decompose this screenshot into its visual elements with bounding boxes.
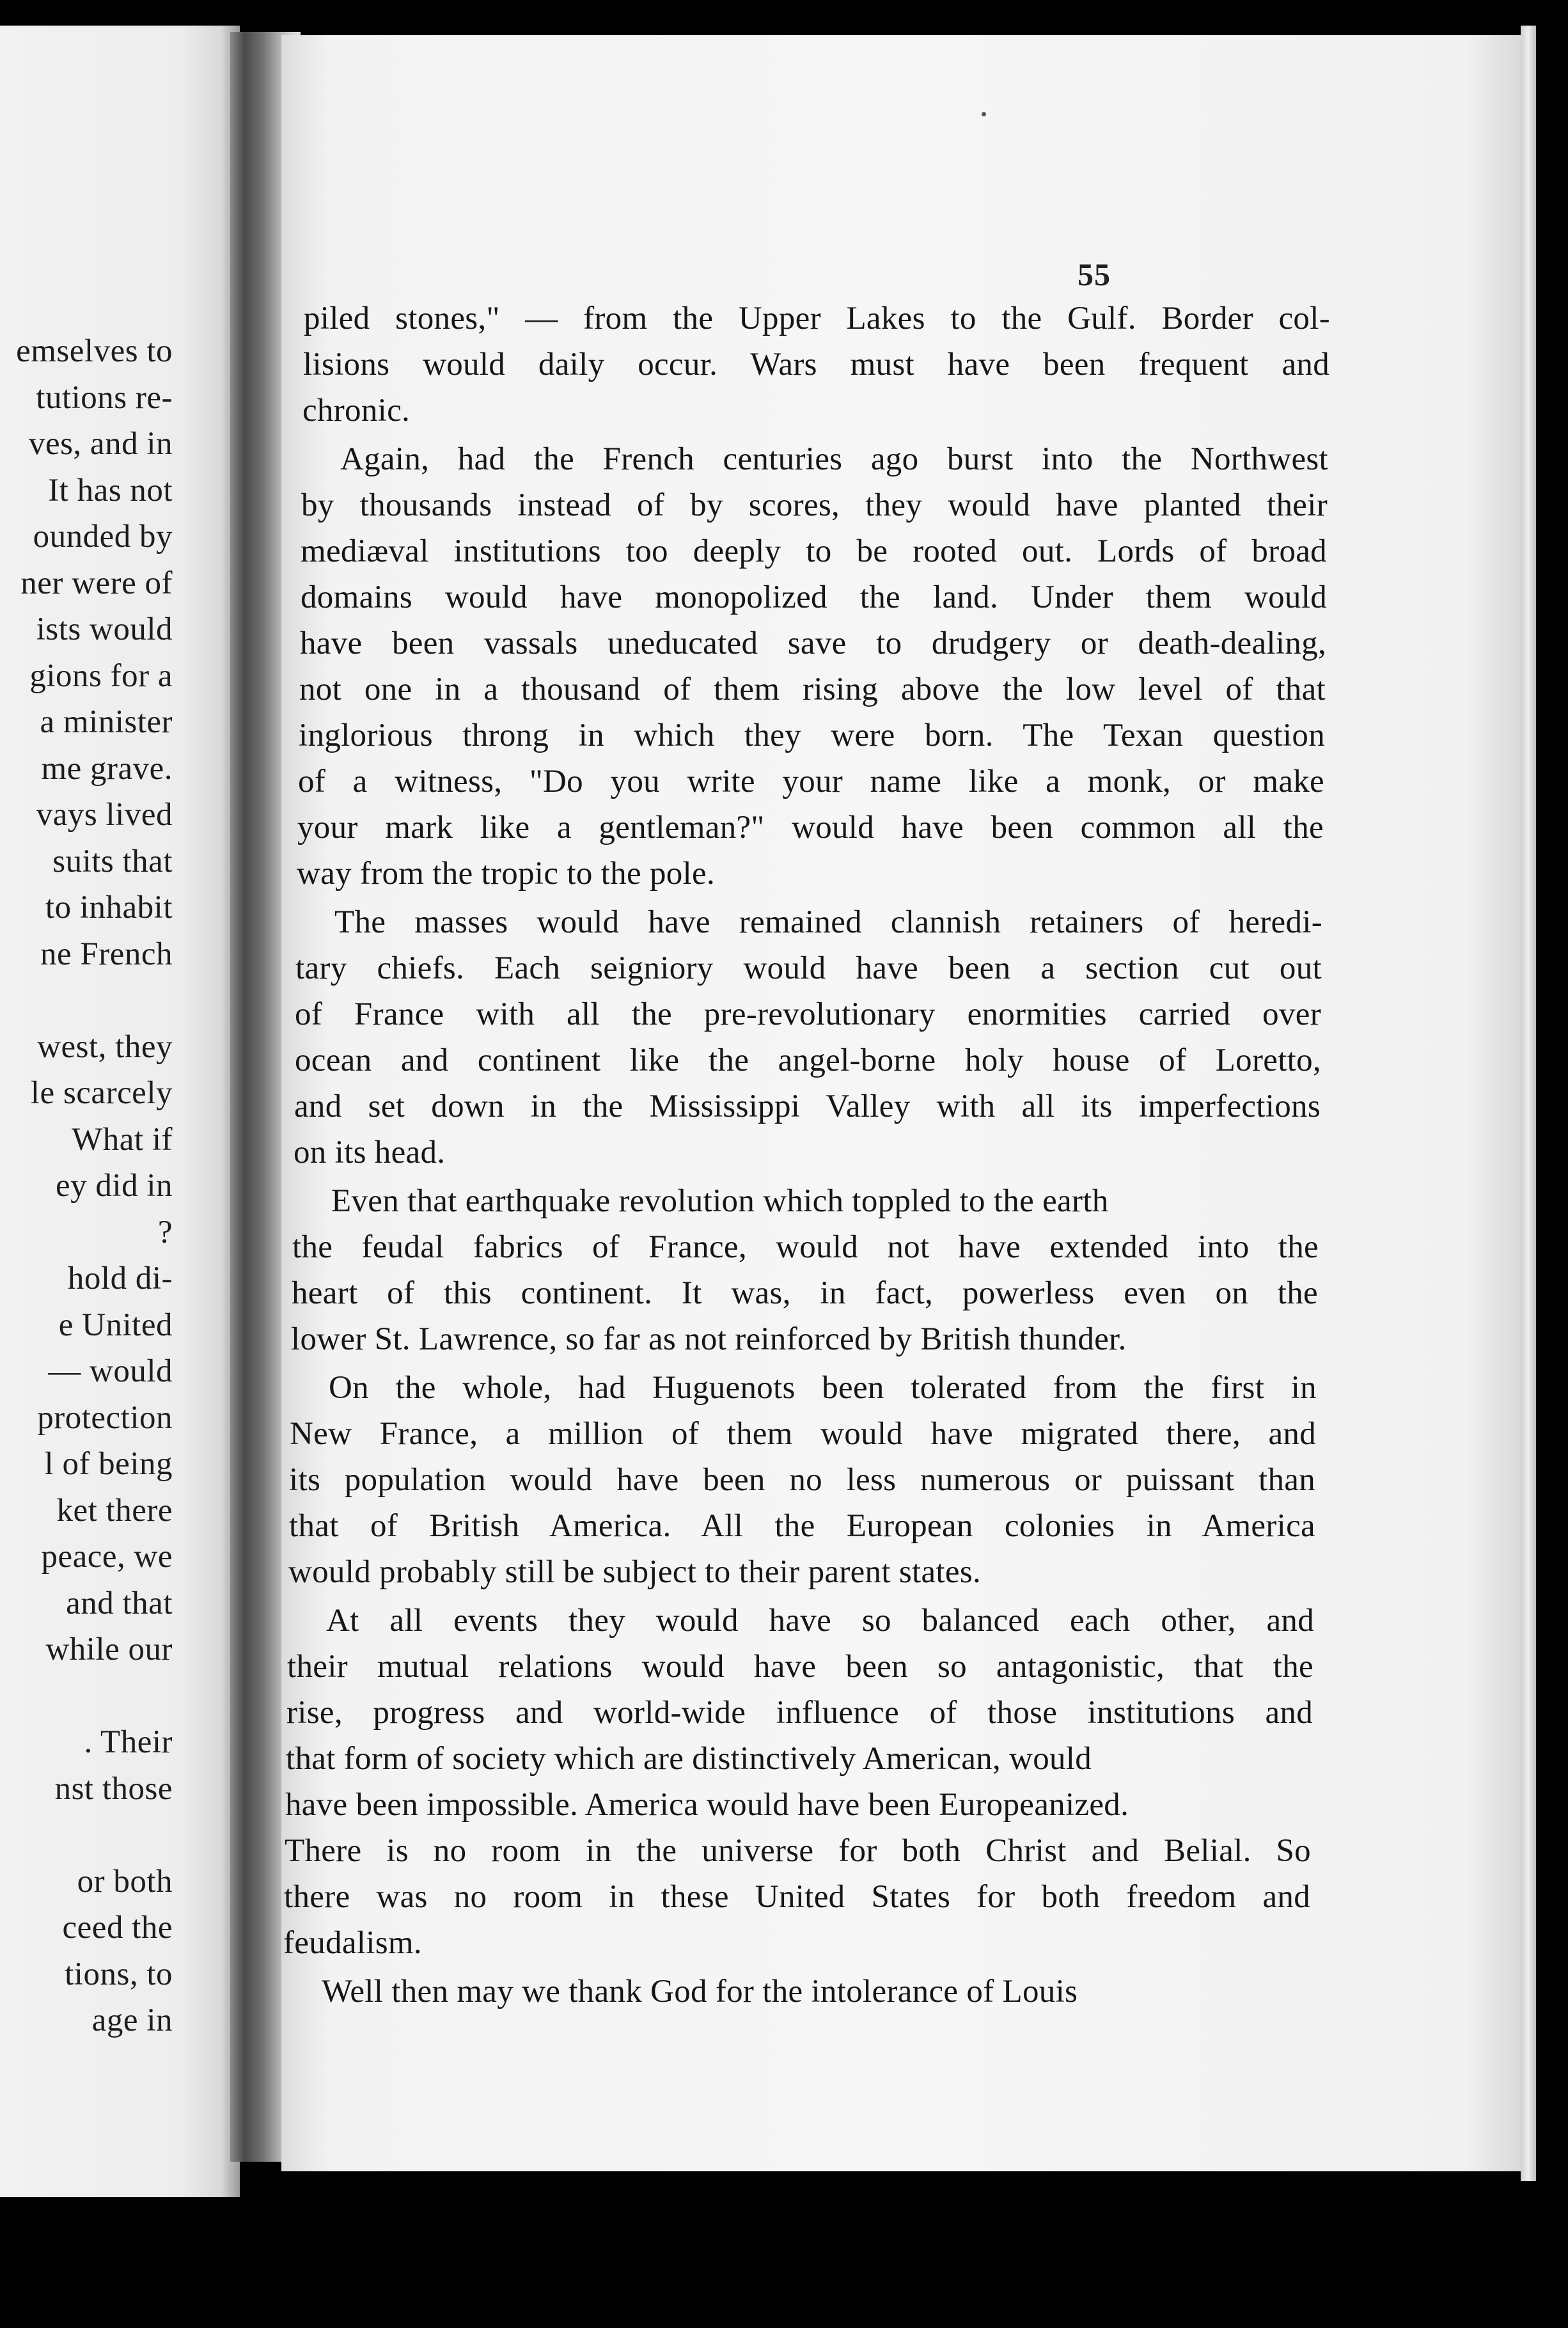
ink-speck [982,112,986,116]
body-line: there was no room in these United States for both freedom and [284,1879,1310,1915]
facing-page-line: age in [91,2002,173,2038]
body-line: on its head. [294,1135,446,1170]
facing-page-line: ner were of [20,565,173,601]
body-line: that form of society which are distinctively American, would [286,1741,1092,1777]
body-line: Again, had the French centuries ago burst into the Northwest [340,441,1328,477]
body-line: Well then may we thank God for the intolerance of Louis [322,1974,1078,2009]
facing-page-line: or both [77,1863,173,1899]
body-line: their mutual relations would have been so antagonistic, that the [287,1649,1313,1685]
facing-page-line: ists would [36,611,173,647]
body-line: and set down in the Mississippi Valley with all its imperfections [294,1089,1321,1124]
facing-page-line: suits that [52,843,173,879]
facing-page-line: ey did in [56,1168,173,1204]
facing-page-line: to inhabit [45,890,173,925]
facing-page-line: It has not [48,472,173,508]
body-line: of France with all the pre-revolutionary enormities carried over [295,996,1321,1032]
facing-page-line: l of being [44,1446,173,1482]
body-line: At all events they would have so balanced each other, and [326,1603,1314,1639]
body-line: New France, a million of them would have migrated there, and [290,1416,1316,1452]
facing-page-line: protection [37,1399,173,1436]
body-line: ocean and continent like the angel-borne holy house of Loretto, [295,1042,1321,1078]
facing-page-left [0,26,240,2197]
body-line: mediæval institutions too deeply to be rooted out. Lords of broad [301,533,1327,569]
body-line: The masses would have remained clannish retainers of heredi- [334,904,1322,940]
body-line: lower St. Lawrence, so far as not reinforced by British thunder. [291,1321,1127,1357]
body-line: piled stones," — from the Upper Lakes to the Gulf. Border col- [304,301,1330,336]
body-line: chronic. [302,393,411,429]
facing-page-line: peace, we [41,1539,173,1575]
page-number: 55 [1078,256,1111,292]
facing-page-line: ket there [56,1492,173,1529]
facing-page-line: while our [45,1632,173,1667]
body-line: rise, progress and world-wide influence of those institutions and [286,1695,1313,1731]
body-line: your mark like a gentleman?" would have been common all the [297,810,1324,845]
body-line: that of British America. All the European colonies in America [289,1508,1315,1544]
body-line: On the whole, had Huguenots been tolerated from the first in [329,1370,1317,1406]
body-line: feudalism. [283,1925,422,1961]
body-line: inglorious throng in which they were born. The Texan question [299,718,1325,753]
body-line: way from the tropic to the pole. [297,856,715,892]
page-main [281,35,1528,2171]
facing-page-line: me grave. [41,750,173,787]
body-line: have been vassals uneducated save to drudgery or death-dealing, [300,625,1326,661]
facing-page-line: ounded by [33,519,173,554]
facing-page-line: nst those [54,1770,173,1807]
body-line: heart of this continent. It was, in fact, powerless even on the [292,1275,1318,1311]
body-line: tary chiefs. Each seigniory would have been a section cut out [295,950,1322,986]
body-line: would probably still be subject to their parent states. [288,1554,982,1590]
facing-page-line: ne French [40,936,173,972]
facing-page-line: tutions re- [36,379,173,416]
facing-page-line: le scarcely [30,1075,173,1111]
page-edge [1521,26,1536,2181]
body-line: domains would have monopolized the land. Under them would [301,579,1327,615]
body-line: its population would have been no less numerous or puissant than [289,1462,1315,1498]
body-line: lisions would daily occur. Wars must have been frequent and [303,347,1329,382]
body-line: of a witness, "Do you write your name like a monk, or make [298,764,1324,799]
body-line: have been impossible. America would have been Europeanized. [285,1787,1129,1823]
facing-page-line: a minister [40,704,173,740]
facing-page-line: and that [66,1585,173,1621]
facing-page-line: — would [48,1353,173,1389]
facing-page-line: ceed the [62,1910,173,1946]
body-line: by thousands instead of by scores, they would have planted their [301,487,1328,523]
body-line: There is no room in the universe for both Christ and Belial. So [285,1833,1311,1869]
facing-page-line: What if [72,1121,173,1158]
facing-page-line: . Their [84,1724,173,1760]
facing-page-line: vays lived [36,797,173,833]
body-line: not one in a thousand of them rising above the low level of that [299,672,1326,707]
facing-page-line: e United [58,1307,173,1343]
facing-page-line: tions, to [65,1956,173,1992]
facing-page-line: gions for a [29,657,173,694]
facing-page-line: emselves to [16,333,173,369]
facing-page-line: ? [157,1214,173,1250]
facing-page-line: ves, and in [28,426,173,462]
body-line: Even that earthquake revolution which toppled to the earth [331,1183,1109,1219]
facing-page-line: west, they [37,1028,173,1065]
facing-page-line: hold di- [67,1261,173,1296]
body-line: the feudal fabrics of France, would not have extended into the [292,1229,1319,1265]
